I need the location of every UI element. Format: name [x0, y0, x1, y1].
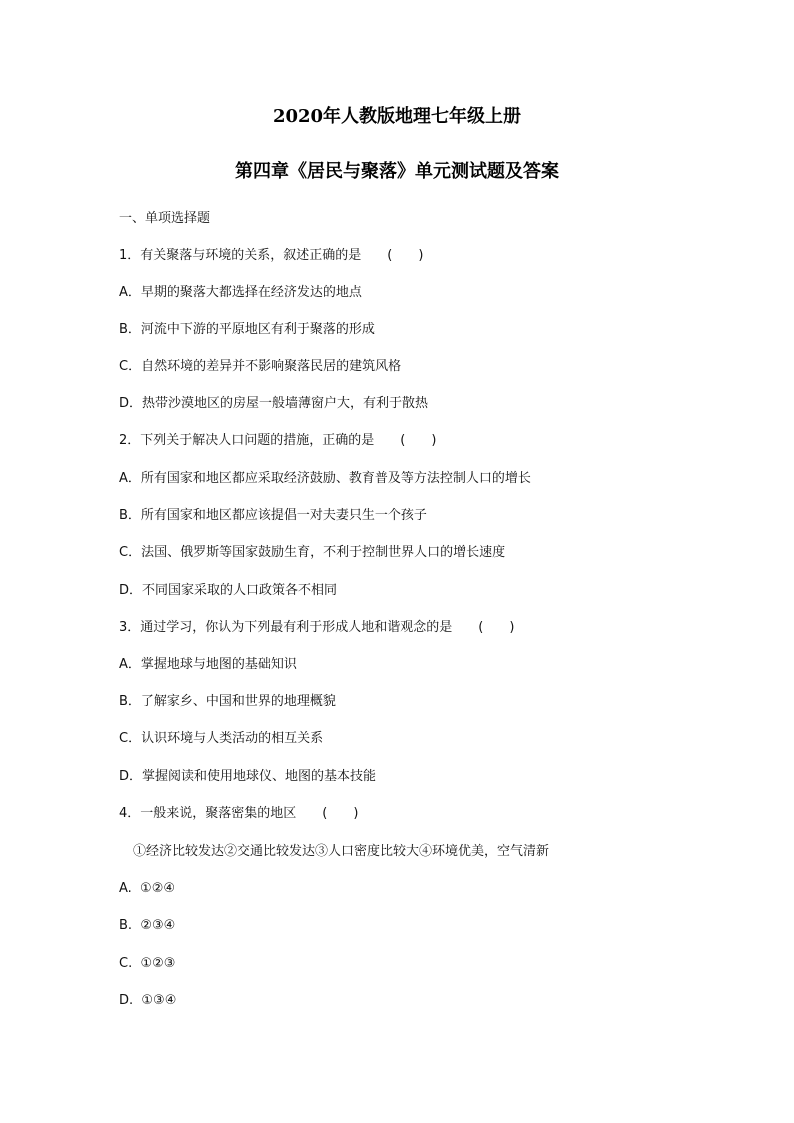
question-4-option-a: A. ①②④	[119, 881, 176, 896]
question-2-option-d: D．不同国家采取的人口政策各不相同	[119, 583, 338, 598]
question-1-option-b: B．河流中下游的平原地区有利于聚落的形成	[119, 322, 375, 337]
question-2-option-a: A．所有国家和地区都应采取经济鼓励、教育普及等方法控制人口的增长	[119, 471, 531, 486]
section-heading: 一、单项选择题	[119, 211, 211, 226]
question-4-option-d: D. ①③④	[119, 993, 177, 1008]
question-1-option-c: C．自然环境的差异并不影响聚落民居的建筑风格	[119, 359, 402, 374]
question-1-stem: 1．有关聚落与环境的关系，叙述正确的是 ( )	[119, 248, 424, 263]
document-subtitle: 第四章《居民与聚落》单元测试题及答案	[235, 161, 559, 182]
question-1-option-a: A．早期的聚落大都选择在经济发达的地点	[119, 285, 362, 300]
question-3-stem: 3．通过学习，你认为下列最有利于形成人地和谐观念的是 ( )	[119, 620, 515, 635]
question-4-stem: 4．一般来说，聚落密集的地区 ( )	[119, 806, 359, 821]
question-1-option-d: D．热带沙漠地区的房屋一般墙薄窗户大，有利于散热	[119, 396, 429, 411]
document-title: 2020年人教版地理七年级上册	[272, 106, 522, 127]
question-2-stem: 2．下列关于解决人口问题的措施，正确的是 ( )	[119, 433, 437, 448]
question-4-option-c: C. ①②③	[119, 956, 176, 971]
question-4-material: ①经济比较发达②交通比较发达③人口密度比较大④环境优美，空气清新	[133, 844, 550, 859]
question-3-option-a: A．掌握地球与地图的基础知识	[119, 657, 297, 672]
question-4-option-b: B. ②③④	[119, 918, 176, 933]
question-3-option-b: B．了解家乡、中国和世界的地理概貌	[119, 694, 336, 709]
question-2-option-b: B．所有国家和地区都应该提倡一对夫妻只生一个孩子	[119, 508, 427, 523]
question-3-option-c: C．认识环境与人类活动的相互关系	[119, 731, 324, 746]
question-3-option-d: D．掌握阅读和使用地球仪、地图的基本技能	[119, 769, 377, 784]
question-2-option-c: C．法国、俄罗斯等国家鼓励生育，不利于控制世界人口的增长速度	[119, 545, 506, 560]
